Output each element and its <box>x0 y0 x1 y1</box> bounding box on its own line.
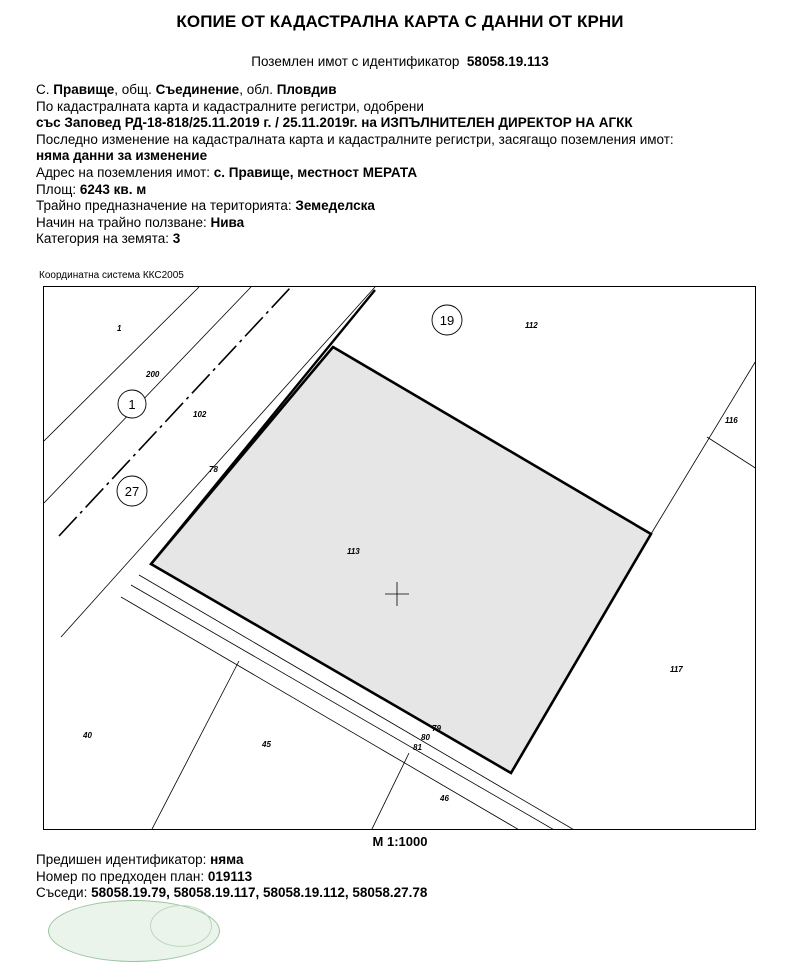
usage-row <box>36 215 776 232</box>
village-prefix: С. <box>36 82 54 97</box>
category-row <box>36 231 776 248</box>
last-change-row: Последно изменение на кадастралната карта и кадастралните регистри, засягащо поземления имот: <box>36 131 674 147</box>
address-row <box>36 165 776 182</box>
purpose-row <box>36 198 776 215</box>
area-row <box>36 182 776 199</box>
parcel-1-label: 1 <box>117 324 122 333</box>
usage-value: Нива <box>210 214 245 230</box>
order-row <box>36 115 776 132</box>
category-label: Категория на земята: <box>36 231 173 247</box>
area-value: 6243 кв. м <box>79 181 147 197</box>
block-1-label: 1 <box>128 397 136 412</box>
prev-plan-label: Номер по предходен план: <box>36 868 208 884</box>
property-info <box>36 82 776 248</box>
boundary-116 <box>707 437 756 469</box>
parcel-113-shape[interactable] <box>151 347 651 773</box>
footer-info <box>36 852 427 902</box>
parcel-113-label: 113 <box>347 547 360 556</box>
parcel-78-label: 78 <box>209 465 218 474</box>
parcel-81-label: 81 <box>413 743 422 752</box>
parcel-112-label: 112 <box>525 321 538 330</box>
parcel-79-label: 79 <box>432 724 441 733</box>
boundary-45-46 <box>371 753 409 830</box>
approved-row: По кадастралната карта и кадастралните регистри, одобрени <box>36 98 424 114</box>
region-prefix: , обл. <box>239 82 277 97</box>
prev-plan-value: 019113 <box>207 868 253 884</box>
prev-id-value: няма <box>210 852 244 867</box>
coordinate-system-label: Координатна система ККС2005 <box>39 270 184 281</box>
road-edge-2 <box>44 287 251 503</box>
prev-id-label: Предишен идентификатор: <box>36 852 211 867</box>
map-canvas <box>44 287 756 830</box>
village-name: Правище <box>53 82 115 97</box>
neighbors-row <box>36 885 427 902</box>
neighbors-label: Съседи: <box>36 885 92 901</box>
boundary-40-45 <box>151 661 239 830</box>
parcel-80-label: 80 <box>421 733 430 742</box>
area-label: Площ: <box>36 181 80 197</box>
document-title: КОПИЕ ОТ КАДАСТРАЛНА КАРТА С ДАННИ ОТ КРНИ <box>176 12 624 31</box>
purpose-value: Земеделска <box>295 198 375 214</box>
parcel-46-label: 46 <box>440 794 449 803</box>
parcel-116-label: 116 <box>725 416 738 425</box>
block-27-label: 27 <box>124 484 140 499</box>
block-19-label: 19 <box>439 313 455 328</box>
municipality-name: Съединение <box>155 82 240 97</box>
parcel-40-label: 40 <box>83 731 92 740</box>
order-text: със Заповед РД-18-818/25.11.2019 г. / 25.11.2019г. на ИЗПЪЛНИТЕЛЕН ДИРЕКТОР НА АГКК <box>36 115 633 131</box>
parcel-45-label: 45 <box>262 740 271 749</box>
neighbors-value: 58058.19.79, 58058.19.117, 58058.19.112, 58058.27.78 <box>91 885 428 901</box>
prev-plan-row <box>36 869 427 886</box>
last-change-value: няма данни за изменение <box>36 148 208 164</box>
purpose-label: Трайно предназначение на територията: <box>36 198 296 214</box>
cadastral-map <box>43 286 756 830</box>
parcel-117-label: 117 <box>670 665 683 674</box>
identifier-value: 58058.19.113 <box>466 54 549 69</box>
region-name: Пловдив <box>276 82 337 97</box>
category-value: 3 <box>172 231 181 247</box>
address-label: Адрес на поземления имот: <box>36 164 214 180</box>
parcel-200-label: 200 <box>146 370 160 379</box>
location-row <box>36 82 776 99</box>
road-edge-1 <box>44 287 199 441</box>
usage-label: Начин на трайно ползване: <box>36 214 211 230</box>
parcel-102-label: 102 <box>193 410 207 419</box>
address-value: с. Правище, местност МЕРАТА <box>213 164 418 180</box>
last-change-value-row <box>36 148 776 165</box>
map-scale: М 1:1000 <box>372 834 428 849</box>
municipality-prefix: , общ. <box>114 82 156 97</box>
prev-id-row <box>36 852 427 869</box>
identifier-line <box>0 54 800 69</box>
boundary-112-117 <box>651 359 756 534</box>
official-seal-detail <box>150 905 212 947</box>
identifier-label: Поземлен имот с идентификатор <box>251 54 460 69</box>
